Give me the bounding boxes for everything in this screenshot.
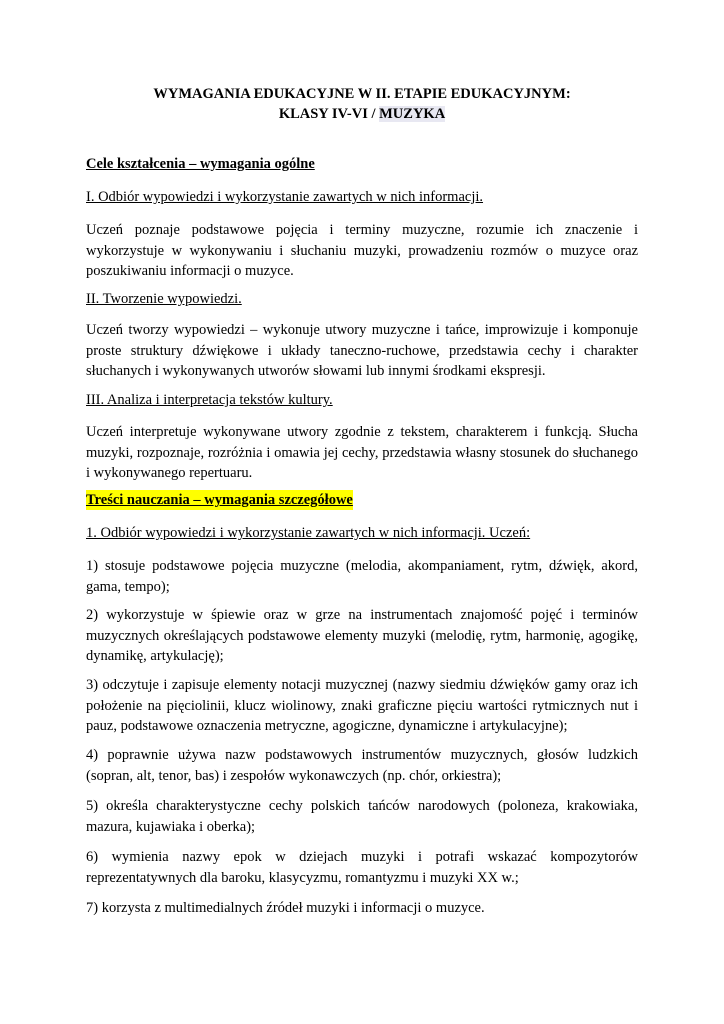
detailed-subheading: 1. Odbiór wypowiedzi i wykorzystanie zawartych w nich informacji. Uczeń: — [86, 525, 531, 541]
goal-text-3: Uczeń interpretuje wykonywane utwory zgodnie z tekstem, charakterem i funkcją. Słucha muzyki, rozpoznaje, rozróżnia i omawia jej cechy, przedstawia własny stosunek do słuchanego i wykonywanego repertuaru. — [86, 424, 638, 481]
document-title-line-1: WYMAGANIA EDUKACYJNE W II. ETAPIE EDUKACYJNYM: — [153, 86, 571, 102]
goal-title-1: I. Odbiór wypowiedzi i wykorzystanie zawartych w nich informacji. — [86, 189, 484, 205]
goal-text-2: Uczeń tworzy wypowiedzi – wykonuje utwory muzyczne i tańce, improwizuje i komponuje proste struktury dźwiękowe i układy taneczno-ruchowe, przedstawia cechy i charakter słuchanych i wykonywanych utworów słowami lub innymi środkami ekspresji. — [86, 322, 638, 379]
requirement-point-5: 5) określa charakterystyczne cechy polskich tańców narodowych (poloneza, krakowiaka, mazura, kujawiaka i oberka); — [86, 798, 638, 835]
requirement-point-2: 2) wykorzystuje w śpiewie oraz w grze na instrumentach znajomość pojęć i terminów muzycznych określających podstawowe elementy muzyki (melodię, rytm, harmonię, agogikę, dynamikę, artykulację); — [86, 607, 638, 664]
goal-text-1: Uczeń poznaje podstawowe pojęcia i terminy muzyczne, rozumie ich znaczenie i wykorzystuje w wykonywaniu i słuchaniu muzyki, prowadzeniu rozmów o muzyce oraz poszukiwaniu informacji o muzyce. — [86, 222, 638, 279]
section-heading-detailed: Treści nauczania – wymagania szczegółowe — [86, 492, 353, 508]
title-subject: MUZYKA — [379, 106, 446, 122]
requirement-point-6: 6) wymienia nazwy epok w dziejach muzyki i potrafi wskazać kompozytorów reprezentatywnych dla baroku, klasycyzmu, romantyzmu i muzyki XX w.; — [86, 849, 638, 886]
title-prefix: KLASY IV-VI / — [278, 106, 380, 122]
goal-title-2: II. Tworzenie wypowiedzi. — [86, 291, 242, 307]
requirement-point-4: 4) poprawnie używa nazw podstawowych instrumentów muzycznych, głosów ludzkich (sopran, alt, tenor, bas) i zespołów wykonawczych (np. chór, orkiestra); — [86, 747, 638, 784]
section-heading-general: Cele kształcenia – wymagania ogólne — [86, 156, 315, 172]
requirement-point-1: 1) stosuje podstawowe pojęcia muzyczne (melodia, akompaniament, rytm, dźwięk, akord, gama, tempo); — [86, 558, 638, 595]
document-title-line-2 — [86, 104, 638, 124]
goal-title-3: III. Analiza i interpretacja tekstów kultury. — [86, 392, 333, 408]
requirement-point-3: 3) odczytuje i zapisuje elementy notacji muzycznej (nazwy siedmiu dźwięków gamy oraz ich położenie na pięciolinii, klucz wiolinowy, znaki graficzne pięciu wartości rytmicznych nut i pauz, podstawowe oznaczenia metryczne, agogiczne, dynamiczne i artykulacyjne); — [86, 677, 638, 734]
requirement-point-7: 7) korzysta z multimedialnych źródeł muzyki i informacji o muzyce. — [86, 900, 485, 916]
